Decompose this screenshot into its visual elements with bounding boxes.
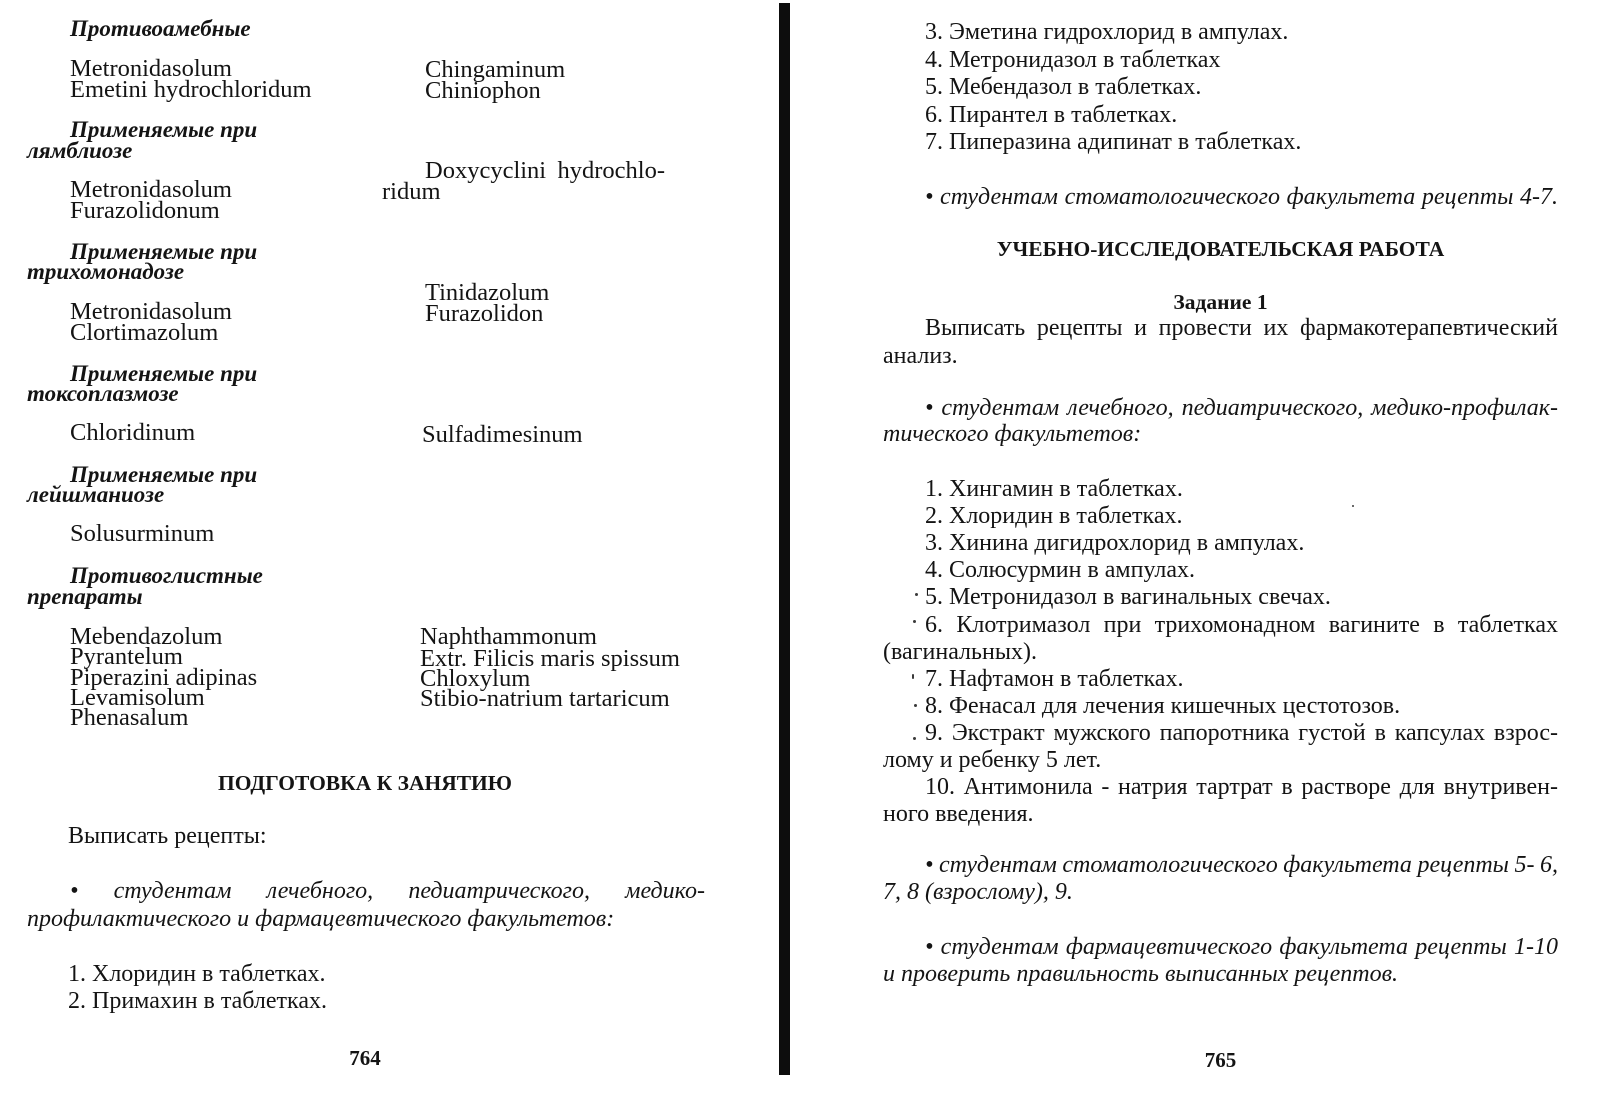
section-heading: трихомонадозе xyxy=(27,259,185,284)
drug-name: Furazolidonum xyxy=(70,197,220,224)
audience-note: профилактического и фармацевтического факультетов: xyxy=(27,906,615,932)
drug-name: Tinidazolum xyxy=(425,279,550,306)
section-heading: препараты xyxy=(27,584,143,609)
drug-name: Metronidasolum xyxy=(70,176,232,203)
drug-name: Clortimazolum xyxy=(70,319,219,346)
drug-name: Doxycyclini hydrochlo- xyxy=(425,157,665,184)
prescription-item: лому и ребенку 5 лет. xyxy=(883,747,1102,773)
section-heading: Применяемые при xyxy=(70,462,258,487)
drug-name: Furazolidon xyxy=(425,300,544,327)
research-title: УЧЕБНО-ИССЛЕДОВАТЕЛЬСКАЯ РАБОТА xyxy=(996,237,1445,261)
section-heading: Противоглистные xyxy=(70,563,263,588)
prescription-item: 10. Антимонила - натрия тартрат в растворе для внутривен- xyxy=(925,774,1558,800)
left-page xyxy=(0,0,778,1099)
right-page xyxy=(800,0,1600,1099)
section-heading: Применяемые при xyxy=(70,117,258,142)
pharmacy-task-note: • студентам фармацевтического факультета рецепты 1-10 xyxy=(925,934,1558,960)
prescription-item: 5. Мебендазол в таблетках. xyxy=(925,74,1202,100)
prescription-item: 4. Солюсурмин в ампулах. xyxy=(925,557,1196,583)
page-number: 764 xyxy=(349,1046,381,1070)
drug-name: Chloxylum xyxy=(420,665,531,692)
prescription-item: 6. Клотримазол при трихомонадном вагините в таблетках xyxy=(925,612,1558,638)
instruction-text: Выписать рецепты: xyxy=(68,823,267,849)
prescription-item: 2. Хлоридин в таблетках. xyxy=(925,503,1183,529)
prescription-item: 1. Хингамин в таблетках. xyxy=(925,476,1183,502)
task-text: анализ. xyxy=(883,343,958,369)
section-heading: Применяемые при xyxy=(70,361,258,386)
prescription-item: (вагинальных). xyxy=(883,639,1037,665)
pencil-mark xyxy=(913,620,916,623)
task-text: Выписать рецепты и провести их фармакотерапевтический xyxy=(925,315,1558,341)
drug-name: Chloridinum xyxy=(70,419,196,446)
pharmacy-task-note: и проверить правильность выписанных рецептов. xyxy=(883,961,1399,987)
drug-name: Naphthammonum xyxy=(420,623,597,650)
section-heading: лейшманиозе xyxy=(27,482,165,507)
drug-name: Piperazini adipinas xyxy=(70,664,258,691)
drug-name: Chiniophon xyxy=(425,77,541,104)
dental-note: • студентам стоматологического факультета рецепты 4-7. xyxy=(925,184,1558,210)
section-heading: токсоплазмозе xyxy=(27,381,179,406)
drug-name: Stibio-natrium tartaricum xyxy=(420,685,670,712)
audience-note: • студентам лечебного, педиатрического, медико- xyxy=(70,878,705,904)
prescription-item: ного введения. xyxy=(883,801,1034,827)
pencil-mark xyxy=(912,674,914,679)
section-heading: Применяемые при xyxy=(70,239,258,264)
drug-name: Extr. Filicis maris spissum xyxy=(420,645,680,672)
drug-name: Solusurminum xyxy=(70,520,215,547)
page-number: 765 xyxy=(1204,1048,1237,1072)
section-heading: Противоамебные xyxy=(70,16,251,41)
medical-note: тического факультетов: xyxy=(883,421,1142,447)
prescription-item: 5. Метронидазол в вагинальных свечах. xyxy=(925,584,1331,610)
drug-name: Emetini hydrochloridum xyxy=(70,76,312,103)
drug-name: ridum xyxy=(382,178,441,205)
prescription-item: 7. Нафтамон в таблетках. xyxy=(925,666,1184,692)
section-heading: лямблиозе xyxy=(27,138,133,163)
pencil-mark xyxy=(914,704,917,707)
drug-name: Metronidasolum xyxy=(70,298,232,325)
prescription-item: 3. Хинина дигидрохлорид в ампулах. xyxy=(925,530,1305,556)
prescription-item: 9. Экстракт мужского папоротника густой в капсулах взрос- xyxy=(925,720,1558,746)
pencil-mark xyxy=(913,737,916,740)
dental-task-note: 7, 8 (взрослому), 9. xyxy=(883,879,1073,905)
dental-task-note: • студентам стоматологического факультета рецепты 5- 6, xyxy=(925,852,1558,878)
prescription-item: 6. Пирантел в таблетках. xyxy=(925,102,1178,128)
drug-name: Sulfadimesinum xyxy=(422,421,583,448)
drug-name: Metronidasolum xyxy=(70,55,232,82)
prescription-item: 3. Эметина гидрохлорид в ампулах. xyxy=(925,19,1289,45)
scan-speck xyxy=(1352,505,1354,507)
prescription-item: 7. Пиперазина адипинат в таблетках. xyxy=(925,129,1302,155)
prescription-item: 1. Хлоридин в таблетках. xyxy=(68,961,326,987)
medical-note: • студентам лечебного, педиатрического, медико-профилак- xyxy=(925,395,1558,421)
drug-name: Levamisolum xyxy=(70,684,205,711)
drug-name: Pyrantelum xyxy=(70,643,183,670)
pencil-mark xyxy=(915,593,918,596)
task-title: Задание 1 xyxy=(1173,290,1268,314)
drug-name: Chingaminum xyxy=(425,56,566,83)
book-spine xyxy=(779,3,790,1075)
prescription-item: 2. Примахин в таблетках. xyxy=(68,988,327,1014)
preparation-title: ПОДГОТОВКА К ЗАНЯТИЮ xyxy=(217,771,512,795)
prescription-item: 4. Метронидазол в таблетках xyxy=(925,47,1221,73)
drug-name: Mebendazolum xyxy=(70,623,223,650)
drug-name: Phenasalum xyxy=(70,704,189,731)
prescription-item: 8. Фенасал для лечения кишечных цестотозов. xyxy=(925,693,1401,719)
